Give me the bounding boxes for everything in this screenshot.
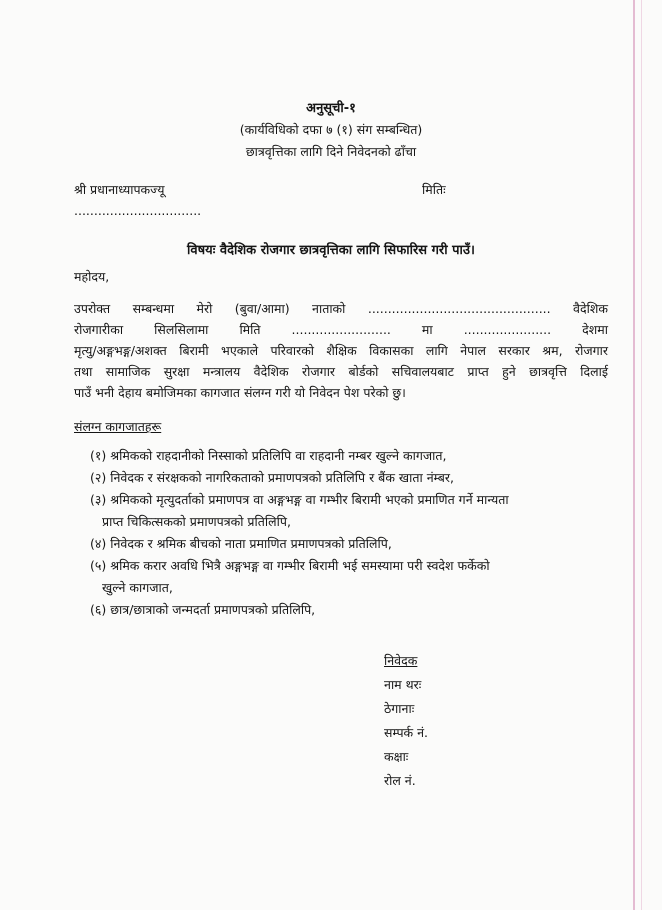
applicant-heading: निवेदक <box>384 653 418 668</box>
form-title: छात्रवृत्तिका लागि दिने निवेदनको ढाँचा <box>245 144 417 159</box>
addressee: श्री प्रधानाध्यापकज्यू <box>74 182 165 197</box>
addressee-dots: ................................ <box>74 203 202 218</box>
body-line: रोजगारीका सिलसिलामा मिति ......................... मा ...................... देशमा <box>74 322 608 337</box>
applicant-field-contact: सम्पर्क नं. <box>384 725 429 740</box>
list-item: (६) छात्र/छात्राको जन्मदर्ता प्रमाणपत्रको प्रतिलिपि, <box>90 602 316 617</box>
list-item: (२) निवेदक र संरक्षकको नागरिकताको प्रमाणपत्रको प्रतिलिपि र बैंक खाता नंम्बर, <box>90 470 454 485</box>
list-item-continuation: प्राप्त चिकित्सकको प्रमाणपत्रको प्रतिलिपि, <box>102 514 291 529</box>
list-item: (३) श्रमिकको मृत्युदर्ताको प्रमाणपत्र वा अङ्गभङ्ग वा गम्भीर बिरामी भएको प्रमाणित गर्ने मान्यता <box>90 492 509 507</box>
body-line: तथा सामाजिक सुरक्षा मन्त्रालय वैदेशिक रोजगार बोर्डको सचिवालयबाट प्राप्त हुने छात्रवृत्ति दिलाई <box>74 364 608 379</box>
body-line: मृत्यु/अङ्गभङ्ग/अशक्त बिरामी भएकाले परिवारको शैक्षिक विकासका लागि नेपाल सरकार श्रम, रोजगार <box>74 343 608 358</box>
schedule-title: अनुसूची-१ <box>306 101 356 116</box>
applicant-field-class: कक्षाः <box>384 749 409 764</box>
schedule-reference: (कार्यविधिको दफा ७ (१) संग सम्बन्धित) <box>239 122 423 137</box>
body-line: उपरोक्त सम्बन्धमा मेरो (बुवा/आमा) नाताको .............................................. वैदेशिक <box>74 301 608 316</box>
list-item: (५) श्रमिक करार अवधि भित्रै अङ्गभङ्ग वा गम्भीर बिरामी भई समस्यामा परी स्वदेश फर्केको <box>90 558 490 573</box>
date-label: मितिः <box>422 182 446 197</box>
applicant-field-address: ठेगानाः <box>384 701 415 716</box>
list-item: (१) श्रमिकको राहदानीको निस्साको प्रतिलिपि वा राहदानी नम्बर खुल्ने कागजात, <box>90 448 447 463</box>
list-item: (४) निवेदक र श्रमिक बीचको नाता प्रमाणित प्रमाणपत्रको प्रतिलिपि, <box>90 536 392 551</box>
body-line: पाउँ भनी देहाय बमोजिमका कागजात संलग्न गरी यो निवेदन पेश परेको छु। <box>74 385 406 400</box>
list-item-continuation: खुल्ने कागजात, <box>102 580 173 595</box>
body-paragraph <box>74 298 608 403</box>
salutation: महोदय, <box>74 269 110 284</box>
applicant-field-roll: रोल नं. <box>384 773 416 788</box>
applicant-field-name: नाम थरः <box>384 677 422 692</box>
subject-line: विषयः वैदेशिक रोजगार छात्रवृत्तिका लागि सिफारिस गरी पाउँ। <box>187 243 475 258</box>
attachments-heading: संलग्न कागजातहरू <box>74 419 162 434</box>
